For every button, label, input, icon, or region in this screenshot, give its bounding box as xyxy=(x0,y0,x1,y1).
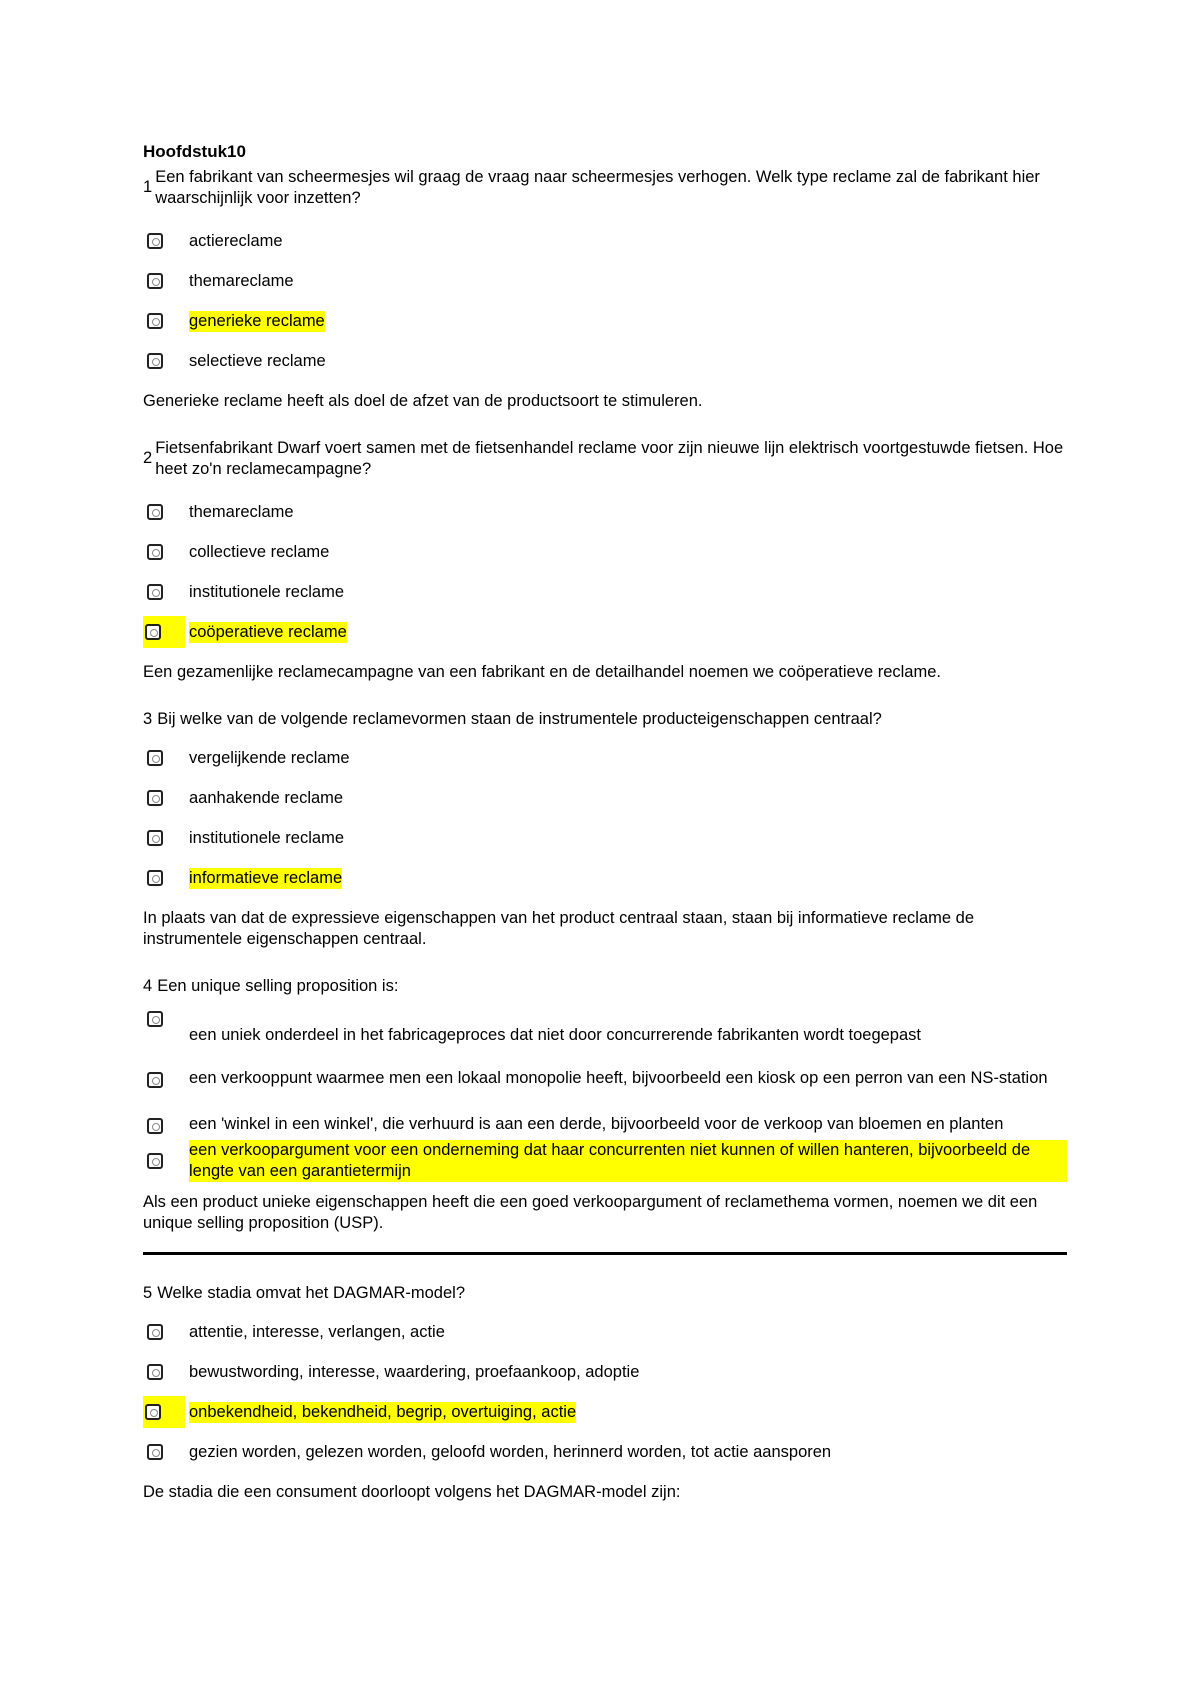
question-5 xyxy=(143,1283,1067,1304)
question-text: Een fabrikant van scheermesjes wil graag de vraag naar scheermesjes verhogen. Welk type reclame zal de fabrikant hier waarschijnlijk voor inzetten? xyxy=(155,168,1040,207)
answer-explanation: De stadia die een consument doorloopt volgens het DAGMAR-model zijn: xyxy=(143,1483,681,1501)
option-label: attentie, interesse, verlangen, actie xyxy=(189,1322,445,1341)
question-text: Fietsenfabrikant Dwarf voert samen met de fietsenhandel reclame voor zijn nieuwe lijn elektrisch voortgestuwde fietsen. Hoe heet zo'n reclamecampagne? xyxy=(155,439,1064,478)
radio-icon xyxy=(147,1324,163,1340)
radio-icon xyxy=(147,1072,163,1088)
radio-button[interactable] xyxy=(143,866,167,890)
option-item[interactable] xyxy=(143,1007,1067,1046)
radio-icon xyxy=(147,544,163,560)
question-text: Een unique selling proposition is: xyxy=(157,977,399,995)
radio-button[interactable] xyxy=(143,1440,167,1464)
option-item[interactable] xyxy=(143,1312,1067,1352)
radio-button[interactable] xyxy=(143,1114,167,1138)
question-number: 2 xyxy=(143,449,153,467)
option-item[interactable] xyxy=(143,738,1067,778)
question-number: 3 xyxy=(143,710,153,728)
option-label: bewustwording, interesse, waardering, proefaankoop, adoptie xyxy=(189,1362,640,1381)
question-block-1 xyxy=(143,167,1067,412)
option-label-highlighted: informatieve reclame xyxy=(189,868,343,887)
question-number: 5 xyxy=(143,1284,153,1302)
radio-button[interactable] xyxy=(143,229,167,253)
options-list xyxy=(143,221,1067,381)
options-list xyxy=(143,1312,1067,1472)
answer-explanation: In plaats van dat de expressieve eigenschappen van het product centraal staan, staan bij informatieve reclame de instrumentele eigenschappen centraal. xyxy=(143,909,975,948)
option-item-correct[interactable] xyxy=(143,612,1067,652)
question-number: 1 xyxy=(143,178,153,196)
radio-icon xyxy=(147,1153,163,1169)
radio-icon xyxy=(147,790,163,806)
question-2 xyxy=(143,438,1067,480)
option-item[interactable] xyxy=(143,1432,1067,1472)
question-4 xyxy=(143,976,1067,997)
radio-button[interactable] xyxy=(143,826,167,850)
radio-button-highlighted[interactable] xyxy=(143,616,185,648)
option-label: institutionele reclame xyxy=(189,828,344,847)
option-label: aanhakende reclame xyxy=(189,788,344,807)
radio-icon xyxy=(147,504,163,520)
radio-button[interactable] xyxy=(143,746,167,770)
radio-icon xyxy=(147,233,163,249)
option-item[interactable] xyxy=(143,221,1067,261)
radio-button[interactable] xyxy=(143,1149,167,1173)
question-block-4 xyxy=(143,976,1067,1234)
radio-icon xyxy=(147,750,163,766)
option-item-correct[interactable] xyxy=(143,858,1067,898)
option-label-highlighted: onbekendheid, bekendheid, begrip, overtuiging, actie xyxy=(189,1402,577,1421)
option-item[interactable] xyxy=(143,572,1067,612)
question-block-3 xyxy=(143,709,1067,950)
radio-icon xyxy=(147,1118,163,1134)
radio-icon xyxy=(145,624,161,640)
options-list xyxy=(143,738,1067,898)
option-item[interactable] xyxy=(143,261,1067,301)
option-label-highlighted: generieke reclame xyxy=(189,311,325,330)
option-label: gezien worden, gelezen worden, geloofd worden, herinnerd worden, tot actie aansporen xyxy=(189,1442,832,1461)
radio-icon xyxy=(147,1444,163,1460)
option-label: actiereclame xyxy=(189,231,283,250)
option-label: een uniek onderdeel in het fabricageproces dat niet door concurrerende fabrikanten wordt toegepast xyxy=(189,1026,921,1044)
radio-icon xyxy=(147,584,163,600)
radio-icon xyxy=(147,870,163,886)
radio-button[interactable] xyxy=(143,269,167,293)
question-1 xyxy=(143,167,1067,209)
radio-icon xyxy=(145,1404,161,1420)
answer-explanation: Generieke reclame heeft als doel de afzet van de productsoort te stimuleren. xyxy=(143,392,703,410)
radio-button[interactable] xyxy=(143,1007,167,1031)
question-3 xyxy=(143,709,1067,730)
option-item-correct[interactable] xyxy=(143,1140,1067,1182)
question-text: Bij welke van de volgende reclamevormen staan de instrumentele producteigenschappen centraal? xyxy=(157,710,882,728)
option-label: een 'winkel in een winkel', die verhuurd is aan een derde, bijvoorbeeld voor de verkoop van bloemen en planten xyxy=(189,1115,1004,1133)
option-label: themareclame xyxy=(189,502,294,521)
option-item[interactable] xyxy=(143,1114,1067,1138)
option-label-highlighted: coöperatieve reclame xyxy=(189,622,347,641)
radio-icon xyxy=(147,1364,163,1380)
radio-icon xyxy=(147,1011,163,1027)
question-number: 4 xyxy=(143,977,153,995)
option-label: institutionele reclame xyxy=(189,582,344,601)
radio-button[interactable] xyxy=(143,1360,167,1384)
options-list xyxy=(143,492,1067,652)
answer-explanation: Een gezamenlijke reclamecampagne van een fabrikant en de detailhandel noemen we coöperatieve reclame. xyxy=(143,663,941,681)
option-item-correct[interactable] xyxy=(143,301,1067,341)
option-item[interactable] xyxy=(143,778,1067,818)
question-text: Welke stadia omvat het DAGMAR-model? xyxy=(157,1284,465,1302)
document-page xyxy=(143,141,1067,1529)
option-item-correct[interactable] xyxy=(143,1392,1067,1432)
option-item[interactable] xyxy=(143,1068,1067,1092)
radio-button[interactable] xyxy=(143,349,167,373)
radio-button[interactable] xyxy=(143,1068,167,1092)
option-label: themareclame xyxy=(189,271,294,290)
radio-button[interactable] xyxy=(143,580,167,604)
radio-button[interactable] xyxy=(143,1320,167,1344)
radio-icon xyxy=(147,830,163,846)
option-label: een verkooppunt waarmee men een lokaal monopolie heeft, bijvoorbeeld een kiosk op een perron van een NS-station xyxy=(189,1069,1048,1087)
radio-button-highlighted[interactable] xyxy=(143,1396,185,1428)
options-list xyxy=(143,1007,1067,1182)
option-item[interactable] xyxy=(143,492,1067,532)
radio-icon xyxy=(147,313,163,329)
option-item[interactable] xyxy=(143,818,1067,858)
radio-button[interactable] xyxy=(143,540,167,564)
option-label: vergelijkende reclame xyxy=(189,748,350,767)
radio-icon xyxy=(147,353,163,369)
option-label: selectieve reclame xyxy=(189,351,326,370)
radio-icon xyxy=(147,273,163,289)
radio-button[interactable] xyxy=(143,309,167,333)
option-item[interactable] xyxy=(143,341,1067,381)
option-item[interactable] xyxy=(143,532,1067,572)
section-divider xyxy=(143,1252,1067,1255)
option-label-highlighted: een verkoopargument voor een onderneming dat haar concurrenten niet kunnen of willen hanteren, bijvoorbeeld de lengte van een garantietermijn xyxy=(189,1140,1067,1182)
option-item[interactable] xyxy=(143,1352,1067,1392)
answer-explanation: Als een product unieke eigenschappen heeft die een goed verkoopargument of reclamethema vormen, noemen we dit een unique selling proposition (USP). xyxy=(143,1193,1038,1232)
radio-button[interactable] xyxy=(143,786,167,810)
chapter-title: Hoofdstuk10 xyxy=(143,142,246,161)
question-block-2 xyxy=(143,438,1067,683)
question-block-5 xyxy=(143,1283,1067,1503)
option-label: collectieve reclame xyxy=(189,542,330,561)
radio-button[interactable] xyxy=(143,500,167,524)
